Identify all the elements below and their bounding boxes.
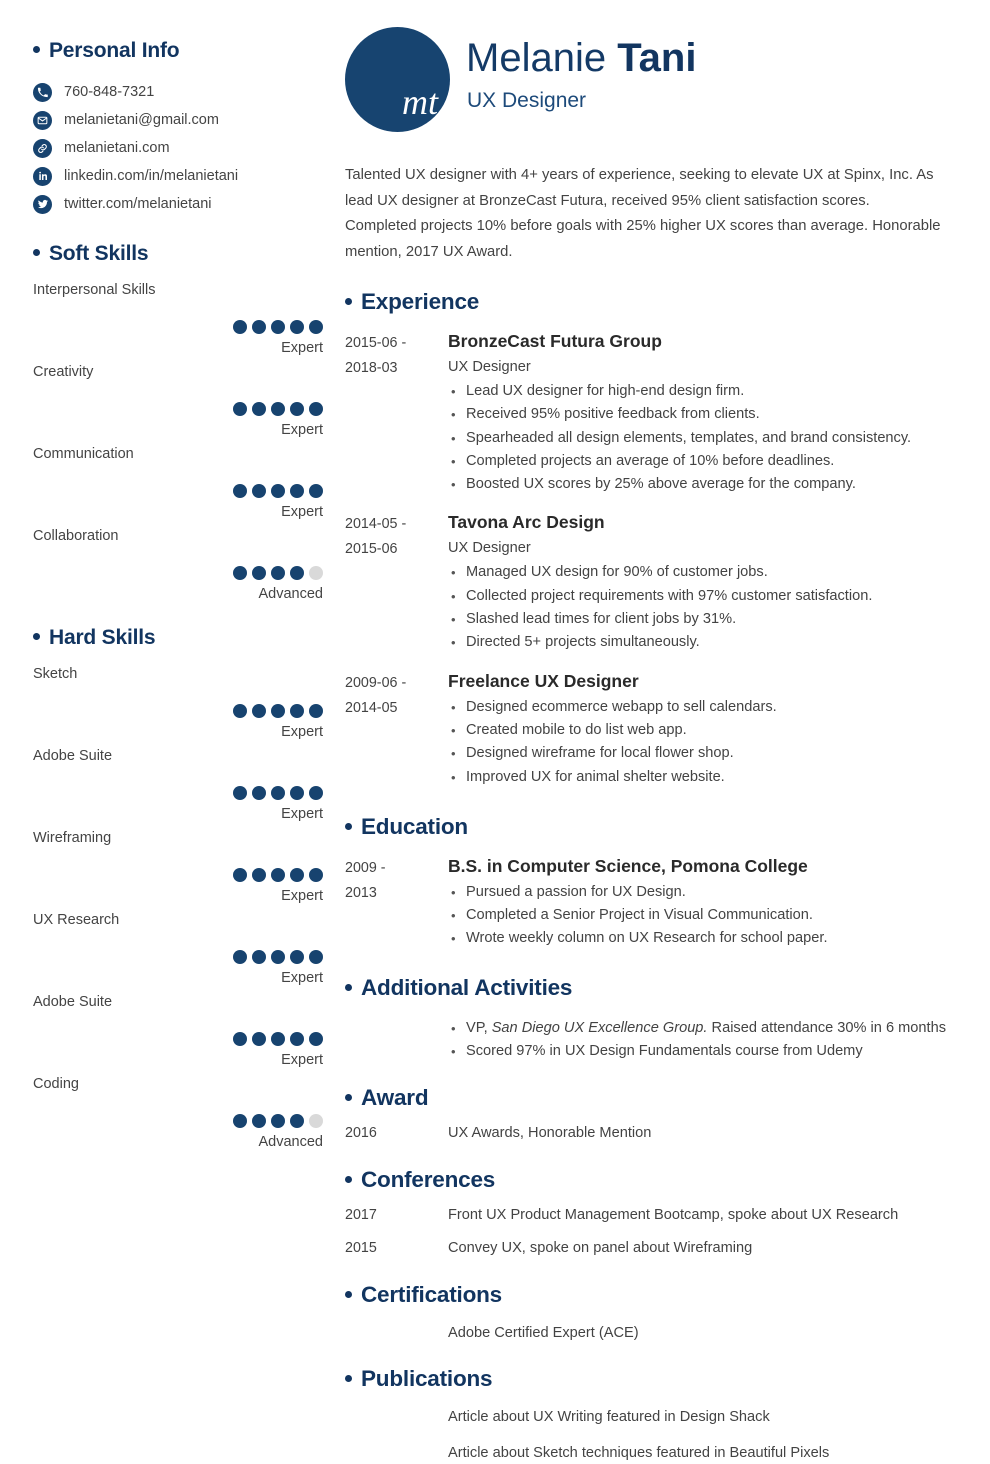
rating-dot — [271, 1032, 285, 1046]
skill-label: Wireframing — [33, 830, 112, 846]
rating-dots — [233, 868, 323, 882]
rating-dot — [290, 868, 304, 882]
skill-item — [33, 992, 323, 1069]
summary-paragraph: Talented UX designer with 4+ years of experience, seeking to elevate UX at Spinx, Inc. As lead UX designer at BronzeCast Futura, received 95% client satisfaction scores. Completed projects 10% before goals with 25% higher UX scores than average. Honorable mention, 2017 UX Award. — [345, 167, 941, 260]
skill-item — [33, 362, 323, 439]
rating-dot — [309, 868, 323, 882]
rating-dot — [271, 704, 285, 718]
entry-organization: Freelance UX Designer — [448, 670, 639, 691]
rating-dots — [233, 1114, 323, 1128]
soft-skills-list — [33, 280, 323, 603]
skill-rating — [33, 566, 323, 603]
skill-level-label: Expert — [281, 806, 323, 822]
rating-dot — [290, 402, 304, 416]
rating-dots — [233, 786, 323, 800]
contact-row[interactable] — [33, 106, 323, 134]
skill-label: Coding — [33, 1076, 79, 1092]
heading-bullet-icon — [345, 1375, 352, 1382]
section-title: Additional Activities — [361, 974, 573, 1000]
heading-bullet-icon — [345, 1291, 352, 1298]
phone-icon — [33, 83, 52, 102]
contact-row[interactable] — [33, 134, 323, 162]
skill-level-label: Expert — [281, 422, 323, 438]
row-text: Convey UX, spoke on panel about Wireframing — [448, 1240, 753, 1257]
envelope-icon — [33, 111, 52, 130]
entry-bullet: • Improved UX for animal shelter website. — [448, 766, 957, 789]
skill-rating — [33, 868, 323, 905]
rating-dot — [252, 868, 266, 882]
section-title: Hard Skills — [49, 626, 156, 649]
entry-dates — [345, 854, 448, 951]
skill-rating — [33, 704, 323, 741]
rating-dot — [252, 1032, 266, 1046]
list-item — [345, 1237, 957, 1259]
section-title: Publications — [361, 1366, 493, 1392]
entry-bullet: • Designed wireframe for local flower shop. — [448, 742, 957, 765]
resume-header — [345, 0, 957, 122]
heading-bullet-icon — [345, 298, 352, 305]
heading-bullet-icon — [345, 1094, 352, 1101]
rating-dot — [252, 484, 266, 498]
skill-rating — [33, 402, 323, 439]
skill-label: Sketch — [33, 666, 78, 682]
rating-dot — [309, 402, 323, 416]
row-year: 2015 — [345, 1240, 377, 1257]
skill-label: Creativity — [33, 364, 94, 380]
section-heading-hard-skills — [33, 625, 323, 650]
section-title: Conferences — [361, 1167, 496, 1193]
row-text: UX Awards, Honorable Mention — [448, 1125, 652, 1142]
rating-dot — [233, 484, 247, 498]
rating-dot — [252, 950, 266, 964]
skill-level-label: Advanced — [258, 1134, 323, 1150]
contact-row[interactable] — [33, 162, 323, 190]
activity-bullet — [448, 1017, 957, 1040]
rating-dots — [233, 484, 323, 498]
entry-bullet-list — [448, 881, 957, 951]
skill-label: Communication — [33, 446, 134, 462]
rating-dot — [271, 484, 285, 498]
section-heading-certifications — [345, 1282, 957, 1308]
section-title: Certifications — [361, 1282, 502, 1308]
skill-level-label: Expert — [281, 340, 323, 356]
entry-date-line: 2015-06 — [345, 541, 398, 558]
avatar — [345, 27, 450, 132]
rating-dot — [271, 402, 285, 416]
job-title: UX Designer — [467, 89, 587, 112]
entry-bullet: • Completed projects an average of 10% before deadlines. — [448, 450, 957, 473]
contact-row[interactable] — [33, 190, 323, 218]
contact-row[interactable] — [33, 78, 323, 106]
experience-list — [345, 329, 957, 789]
list-item — [345, 1122, 957, 1144]
rating-dot — [233, 320, 247, 334]
entry-bullet: • Pursued a passion for UX Design. — [448, 881, 957, 904]
skill-rating — [33, 1032, 323, 1069]
section-title: Experience — [361, 289, 480, 314]
section-title: Soft Skills — [49, 242, 149, 265]
entry-bullet: • Boosted UX scores by 25% above average for the company. — [448, 473, 957, 496]
entry — [345, 510, 957, 654]
rating-dot — [309, 786, 323, 800]
page-title — [466, 35, 696, 81]
rating-dot — [233, 566, 247, 580]
section-heading-award — [345, 1085, 957, 1111]
additional-activities-list — [448, 1017, 957, 1064]
rating-dot — [309, 484, 323, 498]
rating-dot — [252, 320, 266, 334]
rating-dot — [290, 950, 304, 964]
rating-dot — [252, 704, 266, 718]
skill-rating — [33, 484, 323, 521]
rating-dot — [290, 704, 304, 718]
activity-emphasis: San Diego UX Excellence Group. — [491, 1019, 708, 1036]
activity-text-tail: Raised attendance 30% in 6 months — [707, 1019, 947, 1036]
certifications-list — [345, 1322, 957, 1344]
list-item — [345, 1204, 957, 1226]
rating-dot — [271, 868, 285, 882]
entry-bullet: • Collected project requirements with 97% customer satisfaction. — [448, 585, 957, 608]
rating-dot — [252, 1114, 266, 1128]
entry — [345, 329, 957, 496]
skill-level-label: Expert — [281, 504, 323, 520]
list-item: Adobe Certified Expert (ACE) — [448, 1325, 639, 1342]
rating-dot — [233, 786, 247, 800]
entry-bullet-list — [448, 696, 957, 789]
skill-item — [33, 280, 323, 357]
skill-level-label: Expert — [281, 970, 323, 986]
activity-text: Scored 97% in UX Design Fundamentals course from Udemy — [466, 1043, 863, 1060]
skill-level-label: Advanced — [258, 586, 323, 602]
skill-item — [33, 910, 323, 987]
heading-bullet-icon — [33, 633, 40, 640]
rating-dot — [252, 786, 266, 800]
link-icon — [33, 139, 52, 158]
rating-dot — [309, 950, 323, 964]
entry-dates — [345, 329, 448, 496]
rating-dot — [290, 786, 304, 800]
skill-label: UX Research — [33, 912, 120, 928]
entry-bullet: • Slashed lead times for client jobs by 31%. — [448, 608, 957, 631]
skill-label: Adobe Suite — [33, 994, 113, 1010]
entry-bullet-list — [448, 561, 957, 654]
section-heading-additional-activities — [345, 975, 957, 1001]
rating-dot — [271, 786, 285, 800]
entry-bullet: • Completed a Senior Project in Visual Communication. — [448, 904, 957, 927]
rating-dots — [233, 402, 323, 416]
activity-bullet — [448, 1040, 957, 1063]
skill-rating — [33, 320, 323, 357]
rating-dot — [233, 704, 247, 718]
rating-dot — [233, 1114, 247, 1128]
entry-dates — [345, 669, 448, 789]
rating-dot — [252, 566, 266, 580]
rating-dots — [233, 566, 323, 580]
rating-dot — [233, 402, 247, 416]
section-title: Award — [361, 1085, 429, 1111]
conferences-list — [345, 1204, 957, 1259]
contact-value: linkedin.com/in/melanietani — [64, 168, 239, 184]
skill-label: Adobe Suite — [33, 748, 113, 764]
twitter-icon — [33, 195, 52, 214]
education-list — [345, 854, 957, 951]
rating-dot — [290, 484, 304, 498]
entry-bullet: • Lead UX designer for high-end design firm. — [448, 380, 957, 403]
entry-organization: B.S. in Computer Science, Pomona College — [448, 855, 808, 876]
entry-body — [448, 510, 957, 654]
skill-label: Collaboration — [33, 528, 119, 544]
section-title: Education — [361, 813, 468, 839]
rating-dot — [309, 1114, 323, 1128]
heading-bullet-icon — [345, 984, 352, 991]
section-heading-publications — [345, 1366, 957, 1392]
skill-label: Interpersonal Skills — [33, 282, 156, 298]
entry-date-line: 2014-05 - — [345, 516, 407, 533]
row-text: Front UX Product Management Bootcamp, spoke about UX Research — [448, 1207, 899, 1224]
skill-level-label: Expert — [281, 1052, 323, 1068]
entry — [345, 669, 957, 789]
entry-bullet: • Directed 5+ projects simultaneously. — [448, 631, 957, 654]
rating-dot — [309, 566, 323, 580]
list-item: Article about UX Writing featured in Design Shack — [448, 1409, 770, 1426]
entry-bullet-list — [448, 380, 957, 496]
entry-role: UX Designer — [448, 540, 531, 557]
contact-value: melanietani.com — [64, 140, 170, 156]
entry-bullet: • Designed ecommerce webapp to sell calendars. — [448, 696, 957, 719]
skill-item — [33, 828, 323, 905]
entry-organization: Tavona Arc Design — [448, 512, 605, 533]
skill-rating — [33, 1114, 323, 1151]
skill-level-label: Expert — [281, 888, 323, 904]
entry-date-line: 2015-06 - — [345, 335, 407, 351]
rating-dots — [233, 950, 323, 964]
rating-dot — [233, 950, 247, 964]
rating-dot — [309, 1032, 323, 1046]
entry-role: UX Designer — [448, 359, 531, 375]
rating-dot — [309, 704, 323, 718]
rating-dot — [271, 566, 285, 580]
entry-bullet: • Managed UX design for 90% of customer jobs. — [448, 561, 957, 584]
rating-dots — [233, 320, 323, 334]
rating-dot — [290, 320, 304, 334]
row-year: 2016 — [345, 1125, 377, 1142]
skill-item — [33, 526, 323, 603]
hard-skills-list — [33, 664, 323, 1151]
entry-date-line: 2018-03 — [345, 360, 398, 376]
list-item: Article about Sketch techniques featured in Beautiful Pixels — [448, 1445, 830, 1462]
entry-bullet: • Spearheaded all design elements, templates, and brand consistency. — [448, 427, 957, 450]
skill-level-label: Expert — [281, 724, 323, 740]
entry-bullet: • Wrote weekly column on UX Research for school paper. — [448, 927, 957, 950]
heading-bullet-icon — [33, 249, 40, 256]
activity-text: VP, — [466, 1019, 492, 1036]
skill-item — [33, 444, 323, 521]
skill-rating — [33, 786, 323, 823]
section-heading-education — [345, 814, 957, 840]
rating-dot — [271, 950, 285, 964]
section-title: Personal Info — [49, 39, 180, 62]
left-sidebar — [33, 0, 323, 1151]
entry-bullet: • Received 95% positive feedback from clients. — [448, 403, 957, 426]
contact-value: 760-848-7321 — [64, 84, 155, 100]
entry-body — [448, 854, 957, 951]
contact-value: twitter.com/melanietani — [64, 196, 212, 212]
linkedin-icon — [33, 167, 52, 186]
main-content — [345, 0, 957, 1464]
rating-dot — [271, 320, 285, 334]
contact-value: melanietani@gmail.com — [64, 112, 219, 128]
heading-bullet-icon — [345, 823, 352, 830]
entry-body — [448, 669, 957, 789]
rating-dots — [233, 1032, 323, 1046]
entry-date-line: 2013 — [345, 884, 377, 901]
rating-dot — [252, 402, 266, 416]
section-heading-conferences — [345, 1167, 957, 1193]
rating-dot — [233, 868, 247, 882]
entry — [345, 854, 957, 951]
heading-bullet-icon — [345, 1176, 352, 1183]
section-heading-personal-info — [33, 38, 323, 63]
contact-list — [33, 78, 323, 218]
rating-dot — [290, 1032, 304, 1046]
heading-bullet-icon — [33, 46, 40, 53]
rating-dot — [290, 566, 304, 580]
award-list — [345, 1122, 957, 1144]
entry-organization: BronzeCast Futura Group — [448, 331, 662, 351]
rating-dot — [271, 1114, 285, 1128]
first-name: Melanie — [466, 36, 607, 80]
entry-bullet: • Created mobile to do list web app. — [448, 719, 957, 742]
entry-date-line: 2009-06 - — [345, 674, 407, 691]
section-heading-experience — [345, 289, 957, 315]
skill-item — [33, 1074, 323, 1151]
skill-rating — [33, 950, 323, 987]
publications-list — [345, 1406, 957, 1464]
entry-date-line: 2014-05 — [345, 699, 398, 716]
entry-dates — [345, 510, 448, 654]
avatar-initials: mt — [402, 82, 438, 122]
skill-item — [33, 664, 323, 741]
entry-body — [448, 329, 957, 496]
section-heading-soft-skills — [33, 241, 323, 266]
last-name: Tani — [617, 36, 697, 80]
rating-dot — [233, 1032, 247, 1046]
rating-dot — [290, 1114, 304, 1128]
rating-dots — [233, 704, 323, 718]
row-year: 2017 — [345, 1207, 377, 1224]
entry-date-line: 2009 - — [345, 859, 386, 876]
skill-item — [33, 746, 323, 823]
rating-dot — [309, 320, 323, 334]
